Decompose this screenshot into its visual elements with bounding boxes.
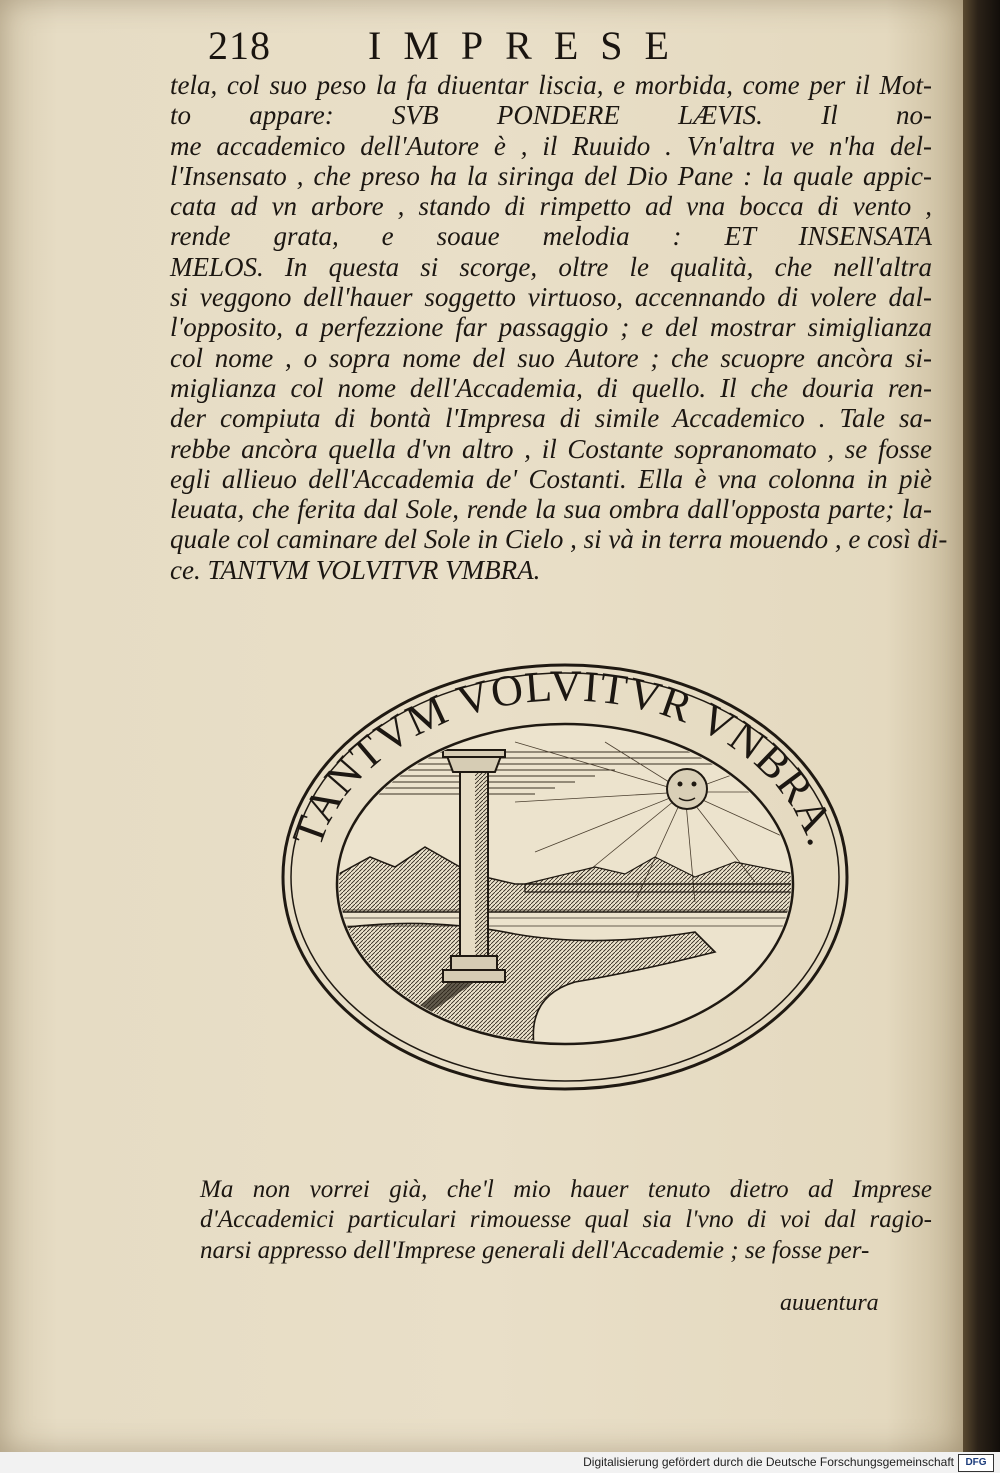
text-line: leuata, che ferita dal Sole, rende la sua ombra dall'opposta parte; la-	[170, 494, 932, 525]
text-line: der compiuta di bontà l'Impresa di simile Accademico . Tale sa-	[170, 403, 932, 434]
text-line: egli allieuo dell'Accademia de' Costanti. Ella è vna colonna in piè	[170, 463, 932, 494]
text-line: ce. TANTVM VOLVITVR VMBRA.	[170, 554, 541, 585]
text-line: si veggono dell'hauer soggetto virtuoso, accennando di volere dal-	[170, 282, 932, 313]
text-line: narsi appresso dell'Imprese generali dell'Accademie ; se fosse per-	[200, 1236, 870, 1264]
digitization-footer	[0, 1452, 1000, 1473]
emblem-illustration	[275, 652, 855, 1092]
emblem-motto: TANTVM VOLVITVR VNBRA.	[282, 661, 848, 853]
text-line: MELOS. In questa si scorge, oltre le qualità, che nell'altra	[170, 251, 932, 282]
page-number: 218	[208, 23, 271, 68]
catchword: auuentura	[780, 1290, 879, 1316]
text-line: to appare: SVB PONDERE LÆVIS. Il no-	[170, 100, 932, 131]
text-line: Ma non vorrei già, che'l mio hauer tenuto dietro ad Imprese	[200, 1176, 932, 1203]
text-line: tela, col suo peso la fa diuentar liscia, e morbida, come per il Mot-	[170, 70, 932, 100]
text-line: col nome , o sopra nome del suo Autore ; che scuopre ancòra si-	[170, 342, 932, 373]
body-text	[170, 70, 948, 585]
text-line: cata ad vn arbore , stando di rimpetto ad vna bocca di vento ,	[170, 191, 932, 222]
text-line: me accademico dell'Autore è , il Ruuido . Vn'altra ve n'ha del-	[170, 130, 932, 161]
footer-credit: Digitalisierung gefördert durch die Deutsche Forschungsgemeinschaft	[583, 1455, 954, 1469]
text-line: d'Accademici particulari rimouesse qual sia l'vno di voi dal ragio-	[200, 1206, 932, 1234]
text-line: rende grata, e soaue melodia : ET INSENSATA	[170, 221, 932, 252]
emblem-engraving	[275, 652, 855, 1092]
running-head: IMPRESE	[368, 23, 691, 68]
closing-paragraph	[200, 1175, 932, 1266]
book-gutter	[963, 0, 1000, 1452]
text-line: l'Insensato , che preso ha la siringa del Dio Pane : la quale appic-	[170, 160, 932, 191]
page-header	[0, 22, 963, 72]
text-line: miglianza col nome dell'Accademia, di quello. Il che douria ren-	[170, 372, 932, 403]
dfg-logo: DFG	[958, 1454, 994, 1472]
text-line: rebbe ancòra quella d'vn altro , il Costante sopranomato , se fosse	[170, 433, 932, 464]
text-line: quale col caminare del Sole in Cielo , si và in terra mouendo , e così di-	[170, 524, 948, 555]
text-line: l'opposito, a perfezzione far passaggio ; e del mostrar simiglianza	[170, 312, 932, 343]
